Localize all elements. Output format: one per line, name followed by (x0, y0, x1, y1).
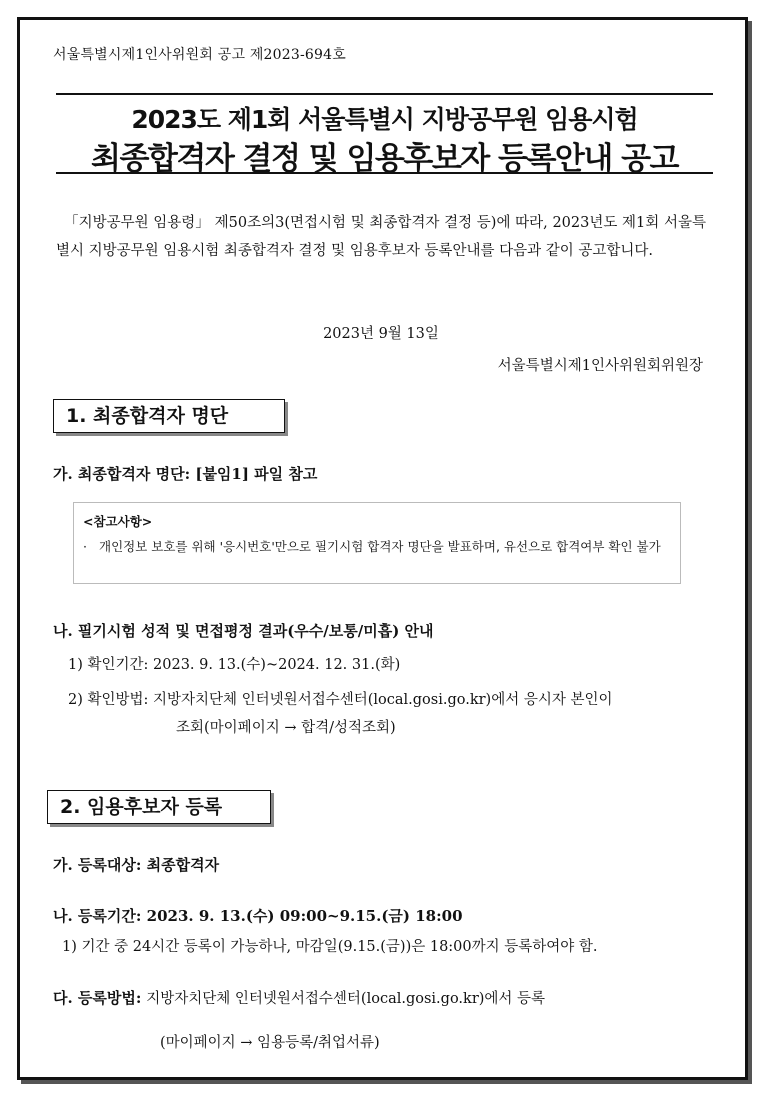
section-2-heading: 2. 임용후보자 등록 (47, 790, 271, 824)
notice-number: 서울특별시제1인사위원회 공고 제2023-694호 (53, 47, 346, 63)
section-1-item-na: 나. 필기시험 성적 및 면접평정 결과(우수/보통/미흡) 안내 (53, 622, 434, 640)
section-1-na-2-line-1: 2) 확인방법: 지방자치단체 인터넷원서접수센터(local.gosi.go.kr)에서 응시자 본인이 (68, 692, 613, 708)
notice-date: 2023년 9월 13일 (323, 326, 439, 342)
reference-body (83, 536, 673, 557)
section-1-item-ga: 가. 최종합격자 명단: [붙임1] 파일 참고 (53, 465, 318, 483)
reference-text: 개인정보 보호를 위해 '응시번호'만으로 필기시험 합격자 명단을 발표하며, 유선으로 합격여부 확인 불가 (99, 539, 661, 554)
section-2-item-da (53, 987, 545, 1008)
signer: 서울특별시제1인사위원회위원장 (497, 358, 703, 374)
section-2-item-da-text: 지방자치단체 인터넷원서접수센터(local.gosi.go.kr)에서 등록 (146, 991, 546, 1007)
title-line-2: 최종합격자 결정 및 임용후보자 등록안내 공고 (91, 141, 678, 177)
section-1-na-1: 1) 확인기간: 2023. 9. 13.(수)~2024. 12. 31.(화) (68, 657, 401, 673)
section-1-na-2-line-2: 조회(마이페이지 → 합격/성적조회) (176, 720, 396, 736)
reference-bullet: · (83, 539, 87, 554)
section-2-item-na: 나. 등록기간: 2023. 9. 13.(수) 09:00~9.15.(금) 18:00 (53, 907, 463, 925)
section-2-item-ga: 가. 등록대상: 최종합격자 (53, 856, 220, 874)
section-1-heading: 1. 최종합격자 명단 (53, 399, 285, 433)
reference-title: <참고사항> (83, 514, 153, 529)
intro-paragraph: 「지방공무원 임용령」 제50조의3(면접시험 및 최종합격자 결정 등)에 따라, 2023년도 제1회 서울특별시 지방공무원 임용시험 최종합격자 결정 및 임용후보자 등록안내를 다음과 같이 공고합니다. (56, 215, 706, 259)
title-bottom-rule (56, 172, 713, 174)
section-2-item-da-label: 다. 등록방법: (53, 989, 142, 1007)
section-2-da-sub: (마이페이지 → 임용등록/취업서류) (160, 1035, 380, 1051)
title-line-1: 2023도 제1회 서울특별시 지방공무원 임용시험 (131, 105, 638, 134)
title-top-rule (56, 93, 713, 95)
section-2-na-1: 1) 기간 중 24시간 등록이 가능하나, 마감일(9.15.(금))은 18:00까지 등록하여야 함. (62, 939, 598, 955)
